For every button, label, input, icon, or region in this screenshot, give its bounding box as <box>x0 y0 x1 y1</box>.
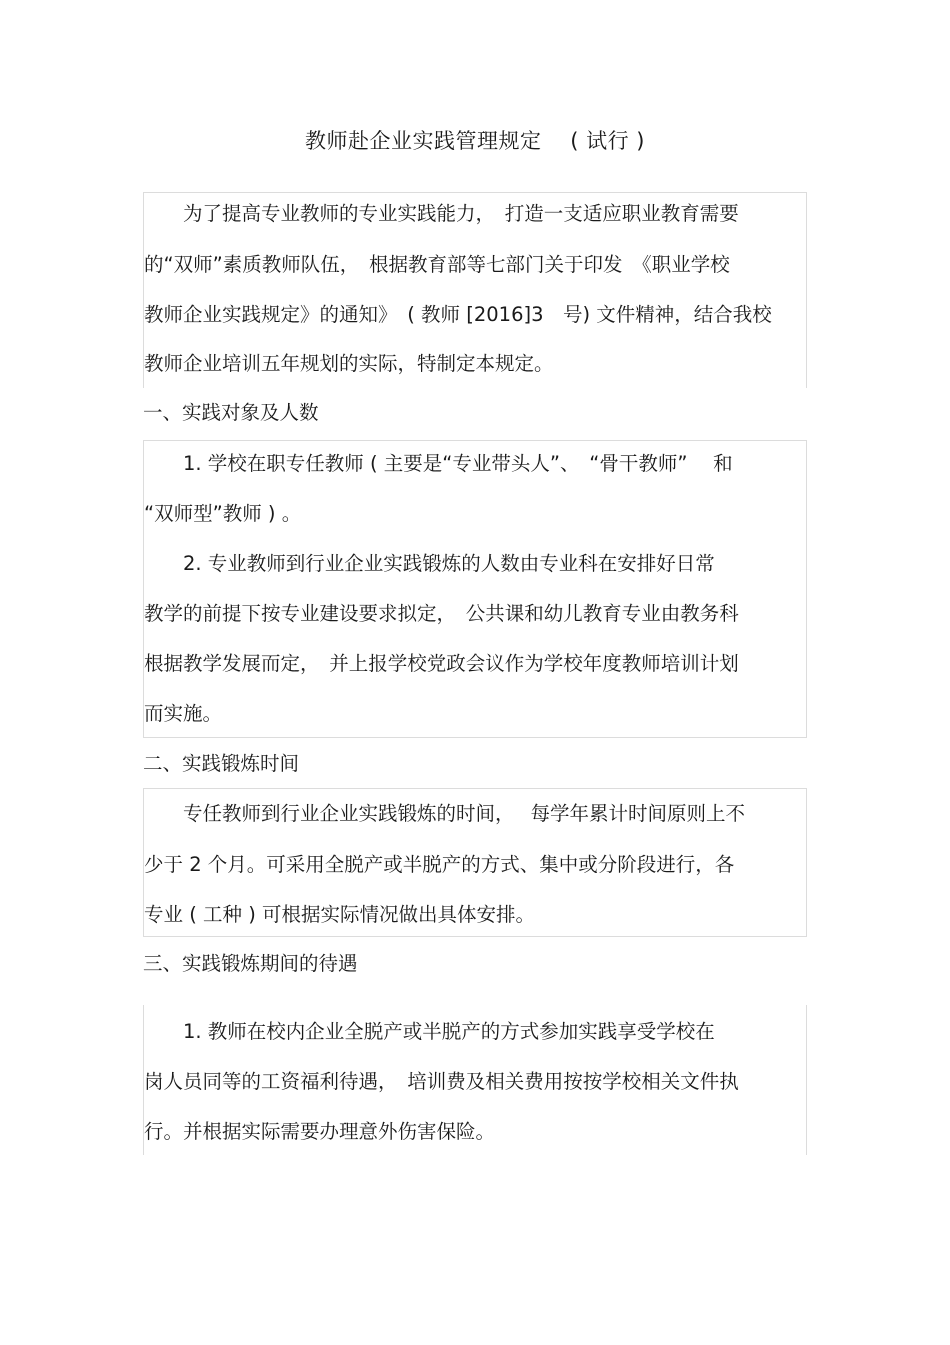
section-1-box <box>143 440 807 738</box>
section-3-line-2: 岗人员同等的工资福利待遇， 培训费及相关费用按按学校相关文件执 <box>144 1070 739 1093</box>
section-2-line-1: 专任教师到行业企业实践锻炼的时间， 每学年累计时间原则上不 <box>144 802 745 825</box>
intro-line-3: 教师企业实践规定》的通知》 ( 教师 [2016]3 号) 文件精神，结合我校 <box>144 303 772 326</box>
section-1-line-6: 而实施。 <box>144 702 223 725</box>
section-2-box <box>143 788 807 937</box>
section-3-heading: 三、实践锻炼期间的待遇 <box>143 952 358 975</box>
section-3-line-3: 行。并根据实际需要办理意外伤害保险。 <box>144 1120 496 1143</box>
intro-line-4: 教师企业培训五年规划的实际，特制定本规定。 <box>144 352 554 375</box>
section-1-line-3: 2. 专业教师到行业企业实践锻炼的人数由专业科在安排好日常 <box>144 552 715 575</box>
intro-line-1: 为了提高专业教师的专业实践能力， 打造一支适应职业教育需要 <box>144 202 739 225</box>
section-1-line-2: “双师型”教师 ) 。 <box>144 502 302 525</box>
section-3-box <box>143 1005 807 1155</box>
section-3-line-1: 1. 教师在校内企业全脱产或半脱产的方式参加实践享受学校在 <box>144 1020 715 1043</box>
section-2-line-3: 专业 ( 工种 ) 可根据实际情况做出具体安排。 <box>144 903 536 926</box>
intro-line-2: 的“双师”素质教师队伍， 根据教育部等七部门关于印发 《职业学校 <box>144 253 730 276</box>
document-title: 教师赴企业实践管理规定 ( 试行 ) <box>305 129 645 153</box>
section-1-line-5: 根据教学发展而定， 并上报学校党政会议作为学校年度教师培训计划 <box>144 652 739 675</box>
intro-paragraph-box <box>143 192 807 388</box>
section-1-line-1: 1. 学校在职专任教师 ( 主要是“专业带头人”、 “骨干教师” 和 <box>144 452 733 475</box>
section-2-line-2: 少于 2 个月。可采用全脱产或半脱产的方式、集中或分阶段进行，各 <box>144 853 735 876</box>
section-1-heading: 一、实践对象及人数 <box>143 401 319 424</box>
section-2-heading: 二、实践锻炼时间 <box>143 752 300 775</box>
section-1-line-4: 教学的前提下按专业建设要求拟定， 公共课和幼儿教育专业由教务科 <box>144 602 739 625</box>
